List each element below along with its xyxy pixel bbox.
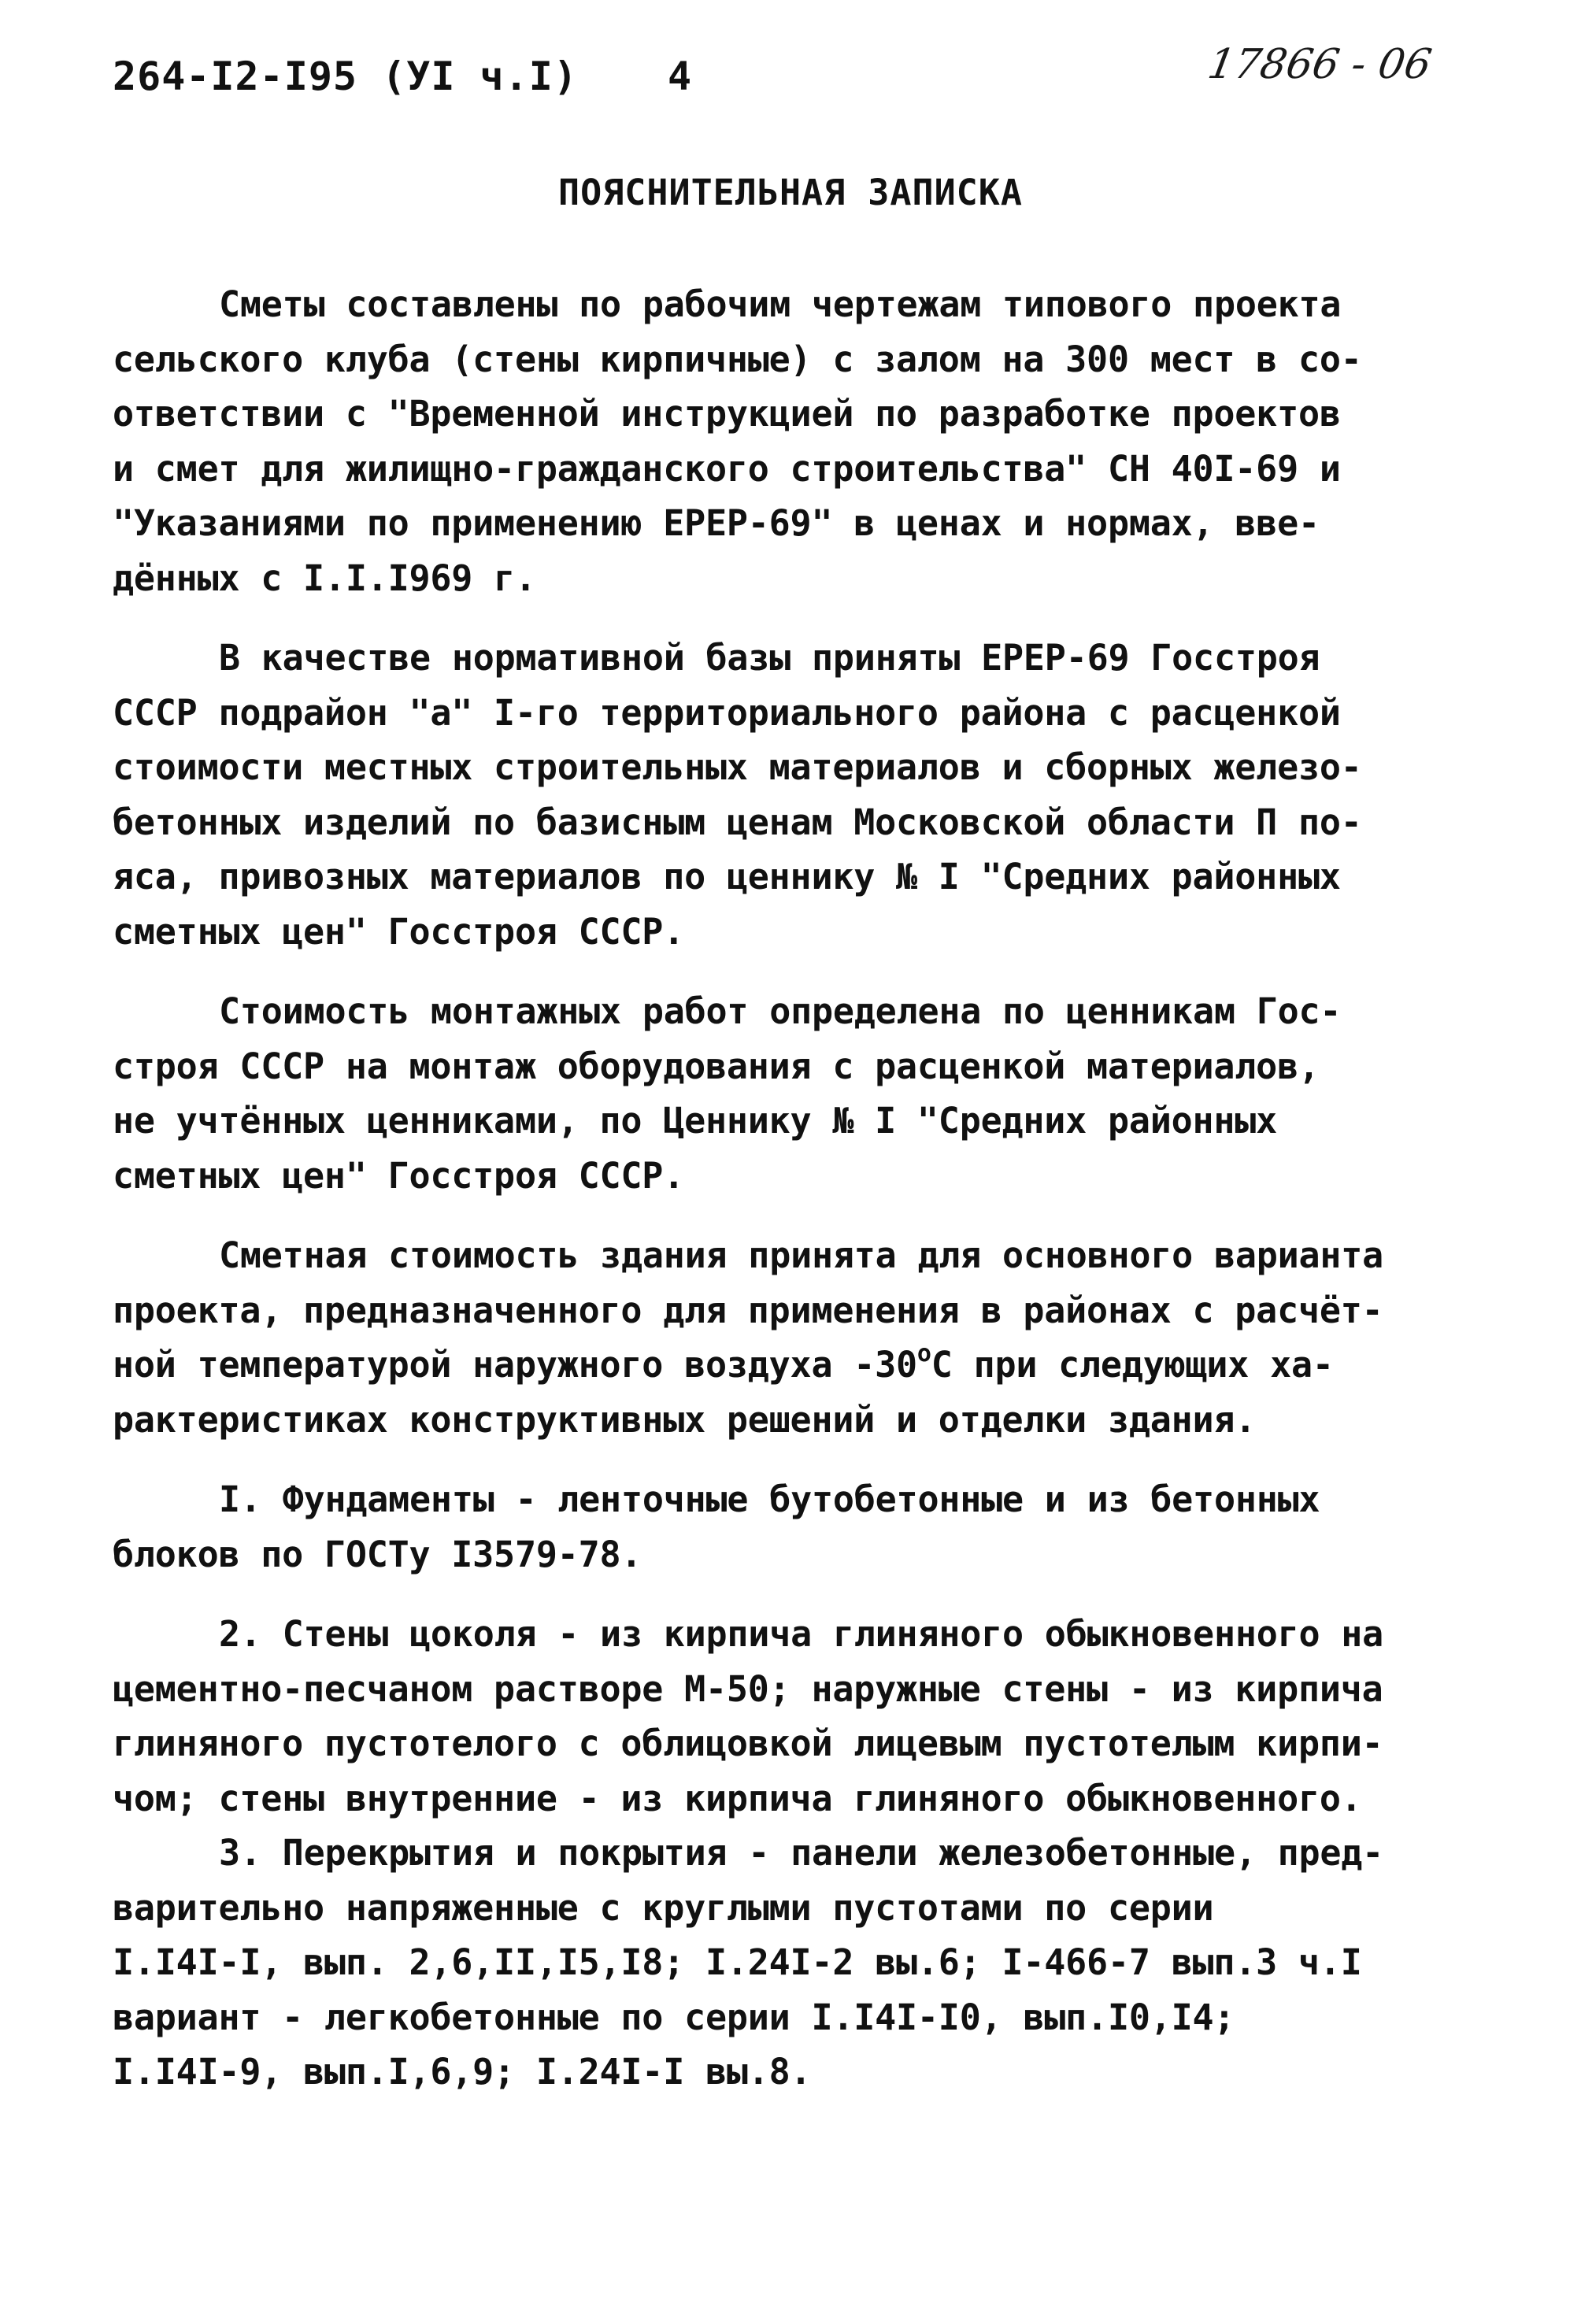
- text-line: глиняного пустотелого с облицовкой лицевым пустотелым кирпи-: [113, 1723, 1383, 1764]
- degree-superscript: o: [916, 1340, 931, 1367]
- text-line: I.I4I-9, вып.I,6,9; I.24I-I вы.8.: [113, 2051, 812, 2093]
- paragraph-installation-cost: [113, 984, 1475, 1203]
- paragraph-gap: [113, 1203, 1475, 1228]
- text-line: вариант - легкобетонные по серии I.I4I-I0, вып.I0,I4;: [113, 1996, 1235, 2038]
- paragraph-gap: [113, 605, 1475, 631]
- text-line: проекта, предназначенного для применения в районах с расчёт-: [113, 1289, 1383, 1331]
- text-line: не учтённых ценниками, по Ценнику № I "Средних районных: [113, 1100, 1278, 1142]
- text-line: дённых с I.I.I969 г.: [113, 557, 536, 599]
- text-line: яса, привозных материалов по ценнику № I "Средних районных: [113, 856, 1341, 897]
- text-line: бетонных изделий по базисным ценам Московской области П по-: [113, 801, 1362, 843]
- text-line: I. Фундаменты - ленточные бутобетонные и из бетонных: [219, 1478, 1320, 1520]
- document-code: 264-I2-I95 (УI ч.I): [113, 54, 578, 99]
- text-line-with-degree: [113, 1338, 1475, 1393]
- text-line: сметных цен" Госстроя СССР.: [113, 910, 685, 953]
- page-number: 4: [668, 54, 692, 99]
- text-line: СССР подрайон "а" I-го территориального района с расценкой: [113, 691, 1341, 734]
- text-line: "Указаниями по применению ЕРЕР-69" в ценах и нормах, вве-: [113, 502, 1320, 544]
- text-line: Стоимость монтажных работ определена по ценникам Гос-: [219, 990, 1342, 1032]
- paragraph-estimated-cost: [113, 1228, 1475, 1447]
- paragraph-gap: [113, 1582, 1475, 1607]
- text-line: ответствии с "Временной инструкцией по разработке проектов: [113, 393, 1341, 435]
- handwritten-archive-number: 17866 - 06: [1204, 41, 1435, 88]
- text-segment: С при следующих ха-: [931, 1344, 1334, 1386]
- text-line: Сметы составлены по рабочим чертежам типового проекта: [219, 283, 1342, 325]
- text-line: сельского клуба (стены кирпичные) с залом на 300 мест в со-: [113, 338, 1362, 380]
- text-line: В качестве нормативной базы приняты ЕРЕР-69 Госстроя: [219, 637, 1320, 679]
- text-line: блоков по ГОСТу I3579-78.: [113, 1533, 642, 1575]
- text-line: 2. Стены цоколя - из кирпича глиняного обыкновенного на: [219, 1613, 1384, 1655]
- text-line: рактеристиках конструктивных решений и отделки здания.: [113, 1398, 1257, 1441]
- paragraph-gap: [113, 959, 1475, 984]
- text-line: I.I4I-I, вып. 2,6,II,I5,I8; I.24I-2 вы.6; I-466-7 вып.3 ч.I: [113, 1941, 1362, 1983]
- paragraph-gap: [113, 1447, 1475, 1472]
- text-line: сметных цен" Госстроя СССР.: [113, 1154, 685, 1197]
- text-line: и смет для жилищно-гражданского строительства" СН 40I-69 и: [113, 447, 1341, 490]
- text-line: Сметная стоимость здания принята для основного варианта: [219, 1234, 1384, 1276]
- paragraph-foundations: [113, 1472, 1475, 1582]
- text-line: варительно напряженные с круглыми пустотами по серии: [113, 1886, 1214, 1929]
- paragraph-normative-base: [113, 631, 1475, 959]
- text-segment: ной температурой наружного воздуха -30: [113, 1344, 917, 1386]
- text-line: стоимости местных строительных материалов и сборных железо-: [113, 746, 1362, 788]
- text-line: чом; стены внутренние - из кирпича глиняного обыкновенного.: [113, 1777, 1362, 1819]
- document-body: [113, 277, 1475, 2100]
- text-line: 3. Перекрытия и покрытия - панели железобетонные, пред-: [219, 1832, 1384, 1874]
- paragraph-walls: [113, 1607, 1475, 1826]
- paragraph-intro: [113, 277, 1475, 605]
- text-line: строя СССР на монтаж оборудования с расценкой материалов,: [113, 1045, 1320, 1087]
- paragraph-floors: [113, 1826, 1475, 2100]
- text-line: цементно-песчаном растворе М-50; наружные стены - из кирпича: [113, 1667, 1383, 1710]
- page-title: ПОЯСНИТЕЛЬНАЯ ЗАПИСКА: [558, 172, 1023, 213]
